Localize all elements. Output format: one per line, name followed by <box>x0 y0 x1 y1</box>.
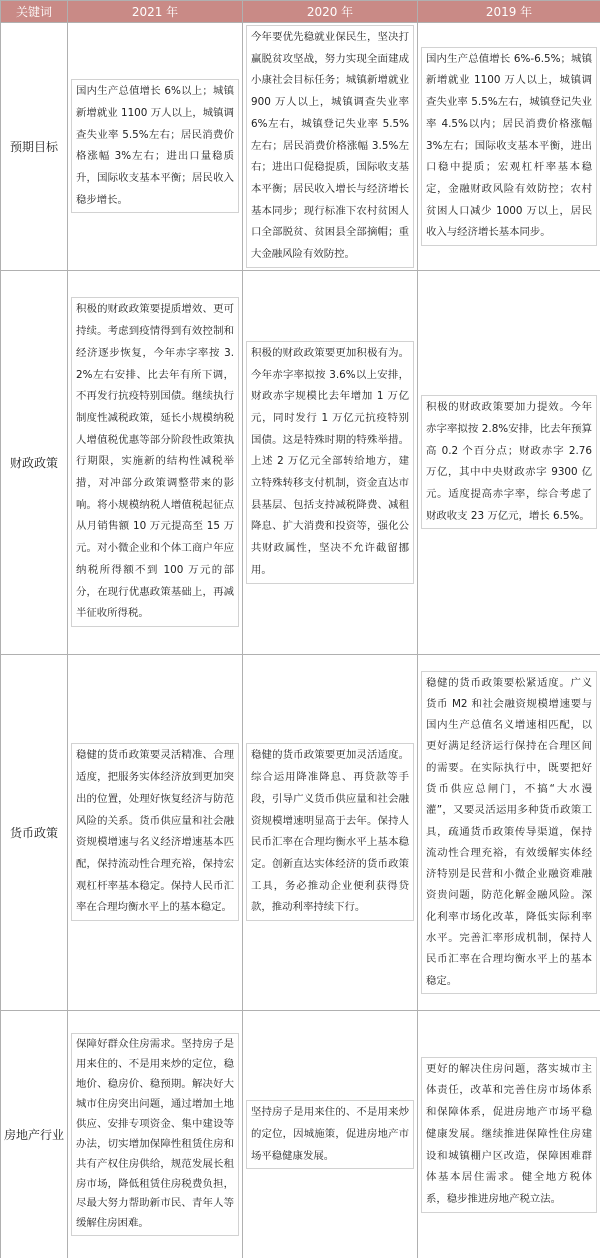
row-keyword: 房地产行业 <box>1 1010 68 1258</box>
header-keyword: 关键词 <box>1 1 68 23</box>
cell-2019 <box>418 654 600 1010</box>
cell-text: 稳健的货币政策要松紧适度。广义货币 M2 和社会融资规模增速要与国内生产总值名义增速相匹配，以更好满足经济运行保持在合理区间的需要。在实际执行中，既要把好货币供应总闸门，不搞“大水漫灌”，又要灵活运用多种货币政策工具，疏通货币政策传导渠道，保持流动性合理充裕，有效缓解实体经济特别是民营和小微企业融资难融资贵问题，防范化解金融风险。深化利率市场化改革，降低实际利率水平。完善汇率形成机制，保持人民币汇率在合理均衡水平上的基本稳定。 <box>421 671 597 994</box>
cell-2019 <box>418 1010 600 1258</box>
cell-text: 国内生产总值增长 6%-6.5%；城镇新增就业 1100 万人以上，城镇调查失业率 5.5%左右，城镇登记失业率 4.5%以内；居民消费价格涨幅 3%左右；国际收支基本平衡，进出口稳中提质；宏观杠杆率基本稳定，金融财政风险有效防控；农村贫困人口减少 1000 万以上，居民收入与经济增长基本同步。 <box>421 47 597 246</box>
header-2020: 2020 年 <box>243 1 418 23</box>
cell-text: 今年要优先稳就业保民生，坚决打赢脱贫攻坚战，努力实现全面建成小康社会目标任务；城镇新增就业 900 万人以上，城镇调查失业率 6%左右，城镇登记失业率 5.5%左右；居民消费价格涨幅 3.5%左右；进出口促稳提质，国际收支基本平衡；居民收入增长与经济增长基本同步；现行标准下农村贫困人口全部脱贫、贫困县全部摘帽；重大金融风险有效防控。 <box>246 25 414 268</box>
cell-2020 <box>243 654 418 1010</box>
cell-text: 积极的财政政策要加力提效。今年赤字率拟按 2.8%安排，比去年预算高 0.2 个百分点；财政赤字 2.76 万亿，其中中央财政赤字 9300 亿元。适度提高赤字率，综合考虑了财政收支 23 万亿元，增长 6.5%。 <box>421 395 597 529</box>
row-keyword: 财政政策 <box>1 270 68 654</box>
cell-text: 稳健的货币政策要灵活精准、合理适度，把服务实体经济放到更加突出的位置，处理好恢复经济与防范风险的关系。货币供应量和社会融资规模增速与名义经济增速基本匹配，保持流动性合理充裕，保持宏观杠杆率基本稳定。保持人民币汇率在合理均衡水平上的基本稳定。 <box>71 743 239 921</box>
cell-2020 <box>243 270 418 654</box>
cell-2021 <box>68 23 243 271</box>
row-keyword: 预期目标 <box>1 23 68 271</box>
cell-text: 积极的财政政策要提质增效、更可持续。考虑到疫情得到有效控制和经济逐步恢复，今年赤字率按 3.2%左右安排、比去年有所下调，不再发行抗疫特别国债。继续执行制度性减税政策，延长小规模纳税人增值税优惠等部分阶段性政策执行期限，实施新的结构性减税举措，对冲部分政策调整带来的影响。将小规模纳税人增值税起征点从月销售额 10 万元提高至 15 万元。对小微企业和个体工商户年应纳税所得额不到 100 万元的部分，在现行优惠政策基础上，再减半征收所得税。 <box>71 297 239 627</box>
header-2021: 2021 年 <box>68 1 243 23</box>
cell-text: 国内生产总值增长 6%以上；城镇新增就业 1100 万人以上，城镇调查失业率 5.5%左右；居民消费价格涨幅 3%左右；进出口量稳质升，国际收支基本平衡；居民收入稳步增长。 <box>71 79 239 213</box>
row-fiscal-policy <box>1 270 600 654</box>
cell-2020 <box>243 23 418 271</box>
cell-2019 <box>418 23 600 271</box>
cell-2021 <box>68 270 243 654</box>
cell-2021 <box>68 1010 243 1258</box>
cell-text: 坚持房子是用来住的、不是用来炒的定位，因城施策，促进房地产市场平稳健康发展。 <box>246 1100 414 1169</box>
row-monetary-policy <box>1 654 600 1010</box>
cell-2019 <box>418 270 600 654</box>
header-2019: 2019 年 <box>418 1 600 23</box>
cell-text: 稳健的货币政策要更加灵活适度。综合运用降准降息、再贷款等手段，引导广义货币供应量和社会融资规模增速明显高于去年。保持人民币汇率在合理均衡水平上基本稳定。创新直达实体经济的货币政策工具，务必推动企业便利获得贷款，推动利率持续下行。 <box>246 743 414 921</box>
row-keyword: 货币政策 <box>1 654 68 1010</box>
cell-text: 积极的财政政策要更加积极有为。今年赤字率拟按 3.6%以上安排，财政赤字规模比去年增加 1 万亿元，同时发行 1 万亿元抗疫特别国债。这是特殊时期的特殊举措。上述 2 万亿元全部转给地方，建立特殊转移支付机制，资金直达市县基层、包括支持减税降费、减租降息、扩大消费和投资等，强化公共财政属性，坚决不允许截留挪用。 <box>246 341 414 584</box>
cell-2020 <box>243 1010 418 1258</box>
cell-text: 保障好群众住房需求。坚持房子是用来住的、不是用来炒的定位，稳地价、稳房价、稳预期。解决好大城市住房突出问题，通过增加土地供应、安排专项资金、集中建设等办法，切实增加保障性租赁住房和共有产权住房供给，规范发展长租房市场，降低租赁住房税费负担，尽最大努力帮助新市民、青年人等缓解住房困难。 <box>71 1033 239 1236</box>
cell-2021 <box>68 654 243 1010</box>
row-real-estate <box>1 1010 600 1258</box>
header-row <box>1 1 600 23</box>
cell-text: 更好的解决住房问题，落实城市主体责任，改革和完善住房市场体系和保障体系，促进房地产市场平稳健康发展。继续推进保障性住房建设和城镇棚户区改造，保障困难群体基本居住需求。健全地方税体系，稳步推进房地产税立法。 <box>421 1057 597 1213</box>
row-expected-targets <box>1 23 600 271</box>
